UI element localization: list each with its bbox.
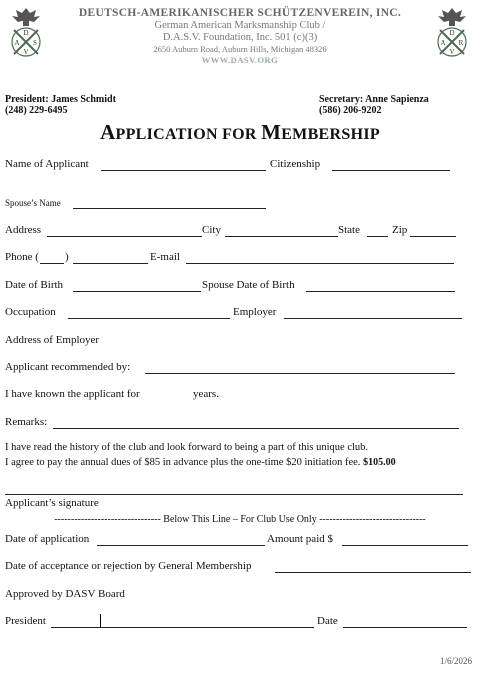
statement-line-1: I have read the history of the club and look forward to being a part of this unique club. (5, 442, 369, 453)
title-part-2: EMBERSHIP (281, 126, 380, 143)
footer-date: 1/6/2026 (439, 656, 472, 666)
logo-letter-right: S (33, 39, 37, 47)
statement-dues: I agree to pay the annual dues of $85 in advance plus the one-time $20 initiation fee. (5, 457, 361, 468)
row-approved (5, 588, 475, 602)
secretary-label: Secretary: Anne Sapienza (319, 94, 429, 105)
logo-letter-left: A (440, 39, 446, 47)
known-for-label: I have known the applicant for (5, 388, 140, 400)
date-of-application-label: Date of application (5, 533, 90, 545)
remarks-field[interactable] (53, 428, 459, 429)
name-field[interactable] (101, 170, 266, 171)
org-name: DEUTSCH-AMERIKANISCHER SCHÜTZENVEREIN, INC. (78, 7, 402, 19)
approved-label: Approved by DASV Board (5, 588, 125, 600)
zip-field[interactable] (410, 236, 456, 237)
row-occupation (5, 306, 475, 320)
remarks-label: Remarks: (5, 416, 48, 428)
statement-total: $105.00 (363, 457, 396, 468)
president-label: President: James Schmidt (5, 94, 116, 105)
row-employer-address (5, 334, 475, 348)
president-field[interactable] (51, 627, 314, 628)
email-label: E-mail (150, 251, 180, 263)
org-subtitle-1: German American Marksmanship Club / (154, 20, 326, 31)
text-cursor (100, 614, 101, 628)
org-subtitle-2: D.A.S.V. Foundation, Inc. 501 (c)(3) (162, 32, 318, 43)
logo-letter-right: R (458, 39, 464, 47)
phone-label: Phone ( (5, 251, 39, 263)
club-use-divider (0, 514, 480, 525)
org-website[interactable]: WWW.DASV.ORG (201, 55, 279, 65)
employer-field[interactable] (284, 318, 462, 319)
secretary-info (319, 94, 429, 116)
signature-label: Applicant’s signature (5, 497, 99, 509)
spouse-dob-field[interactable] (306, 291, 455, 292)
row-known-for (5, 388, 475, 402)
spouse-name-label: Spouse’s Name (5, 198, 61, 208)
spouse-name-field[interactable] (73, 208, 266, 209)
title-cap-m: M (261, 120, 282, 144)
recommended-field[interactable] (145, 373, 455, 374)
logo-letter-bottom: V (449, 48, 455, 56)
date-of-application-field[interactable] (97, 545, 265, 546)
statement-line-2 (5, 457, 396, 468)
logo-letter-bottom: V (23, 48, 29, 56)
employer-label: Employer (233, 306, 277, 318)
club-use-divider-text: -------------------------------- Below This Line – For Club Use Only -------------------------------- (54, 514, 426, 525)
logo-letter-top: D (23, 29, 29, 37)
logo-letter-top: D (449, 29, 455, 37)
title-part-1: PPLICATION FOR (115, 126, 262, 143)
row-name (5, 158, 475, 172)
dob-label: Date of Birth (5, 279, 64, 291)
signature-field[interactable] (5, 494, 463, 495)
row-remarks (5, 416, 475, 430)
address-label: Address (5, 224, 42, 236)
years-label: years. (193, 388, 219, 400)
row-recommended (5, 361, 475, 375)
address-field[interactable] (47, 236, 202, 237)
president-info (5, 94, 116, 116)
president-label: President (5, 615, 46, 627)
row-spouse-name (5, 198, 475, 212)
phone-area-code-field[interactable] (40, 263, 64, 264)
logo-letter-left: A (14, 39, 20, 47)
date-field[interactable] (343, 627, 467, 628)
occupation-label: Occupation (5, 306, 56, 318)
form-title (0, 120, 480, 145)
title-cap-a: A (100, 120, 116, 144)
row-president (5, 615, 475, 629)
amount-paid-field[interactable] (342, 545, 468, 546)
city-label: City (202, 224, 221, 236)
row-address (5, 224, 475, 238)
acceptance-label: Date of acceptance or rejection by General Membership (5, 560, 252, 572)
date-label: Date (317, 615, 338, 627)
citizenship-field[interactable] (332, 170, 450, 171)
occupation-field[interactable] (68, 318, 230, 319)
citizenship-label: Citizenship (270, 158, 321, 170)
email-field[interactable] (186, 263, 454, 264)
employer-address-label: Address of Employer (5, 334, 100, 346)
phone-number-field[interactable] (73, 263, 148, 264)
phone-paren-close: ) (65, 251, 69, 263)
name-label: Name of Applicant (5, 158, 89, 170)
spouse-dob-label: Spouse Date of Birth (202, 279, 295, 291)
dob-field[interactable] (73, 291, 201, 292)
president-phone: (248) 229-6495 (5, 105, 68, 116)
row-date-of-application (5, 533, 475, 547)
row-dob (5, 279, 475, 293)
state-field[interactable] (367, 236, 388, 237)
row-phone (5, 251, 475, 265)
secretary-phone: (586) 206-9202 (319, 105, 382, 116)
zip-label: Zip (392, 224, 408, 236)
row-acceptance (5, 560, 475, 574)
city-field[interactable] (225, 236, 338, 237)
amount-paid-label: Amount paid $ (267, 533, 333, 545)
state-label: State (338, 224, 360, 236)
org-address: 2650 Auburn Road, Auburn Hills, Michigan 48326 (153, 44, 327, 54)
recommended-label: Applicant recommended by: (5, 361, 131, 373)
acceptance-field[interactable] (275, 572, 471, 573)
